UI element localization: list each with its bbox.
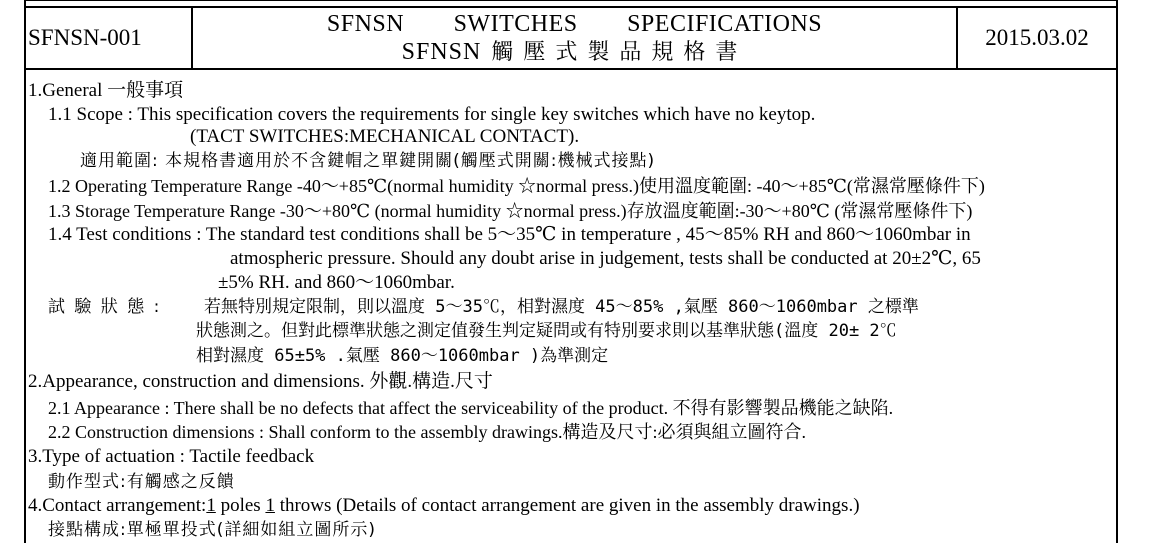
title-chinese-prefix: SFNSN: [401, 38, 482, 65]
document-code: [26, 8, 193, 68]
contact-arrangement-chinese: 接點構成:單極單投式(詳細如組立圖所示): [48, 520, 376, 540]
throws-detail: throws (Details of contact arrangement are given in the assembly drawings.): [274, 495, 860, 516]
section-1-heading: 1.General 一般事項: [28, 80, 184, 101]
throws-count: 1: [265, 495, 275, 516]
test-state-line-3: 相對濕度 65±5% .氣壓 860～1060mbar )為準測定: [196, 346, 609, 366]
test-state-line-1: 若無特別規定限制，則以溫度 5～35℃，相對濕度 45～85% ,氣壓 860～1060mbar 之標準: [204, 297, 919, 317]
title-chinese: [402, 38, 748, 67]
scope-line-2: (TACT SWITCHES:MECHANICAL CONTACT).: [190, 126, 580, 147]
test-conditions-line-1: 1.4 Test conditions : The standard test conditions shall be 5～35℃ in temperature , 45～85% RH and 860～1060mbar in: [48, 224, 971, 245]
spec-document: [24, 0, 1118, 543]
test-conditions-line-3: ±5% RH. and 860～1060mbar.: [218, 272, 455, 293]
storage-temperature: 1.3 Storage Temperature Range -30～+80℃ (normal humidity ☆normal press.)存放溫度範圍:-30～+80℃ (常濕常壓條件下): [48, 201, 973, 221]
test-conditions-line-2: atmospheric pressure. Should any doubt arise in judgement, tests shall be conducted at 20±2℃, 65: [230, 248, 981, 269]
poles-count: 1: [206, 495, 216, 516]
title-chinese-text: 觸壓式製品規格書: [491, 39, 748, 65]
scope-chinese: 適用範圍: 本規格書適用於不含鍵帽之單鍵開關(觸壓式開關:機械式接點): [80, 151, 656, 171]
document-date: [958, 8, 1116, 68]
poles-label: poles: [215, 495, 266, 516]
section-3-heading: 3.Type of actuation : Tactile feedback: [28, 446, 315, 467]
scope-line-1: 1.1 Scope : This specification covers the requirements for single key switches which have no keytop.: [48, 104, 816, 125]
section-4-heading: [28, 494, 860, 518]
construction-line: 2.2 Construction dimensions : Shall conform to the assembly drawings.構造及尺寸:必須與組立圖符合.: [48, 422, 806, 442]
actuation-chinese: 動作型式:有觸感之反饋: [48, 472, 235, 492]
contact-arrangement-label: 4.Contact arrangement:: [28, 495, 207, 516]
test-state-line-2: 狀態測之。但對此標準狀態之測定值發生判定疑問或有特別要求則以基準狀態(溫度 20± 2℃: [196, 321, 897, 341]
appearance-line: 2.1 Appearance : There shall be no defects that affect the serviceability of the product. 不得有影響製品機能之缺陷.: [48, 398, 894, 418]
operating-temperature: 1.2 Operating Temperature Range -40～+85℃(normal humidity ☆normal press.)使用溫度範圍: -40～+85℃(常濕常壓條件下): [48, 176, 985, 196]
document-date-text: 2015.03.02: [985, 25, 1089, 50]
document-code-text: SFNSN-001: [28, 25, 142, 50]
test-state-label: 試 驗 狀 態 :: [48, 297, 162, 317]
document-title: [193, 8, 958, 68]
title-english: SFNSN SWITCHES SPECIFICATIONS: [326, 10, 823, 37]
document-header: [26, 6, 1116, 70]
section-2-heading: 2.Appearance, construction and dimensions. 外觀.構造.尺寸: [28, 371, 493, 392]
